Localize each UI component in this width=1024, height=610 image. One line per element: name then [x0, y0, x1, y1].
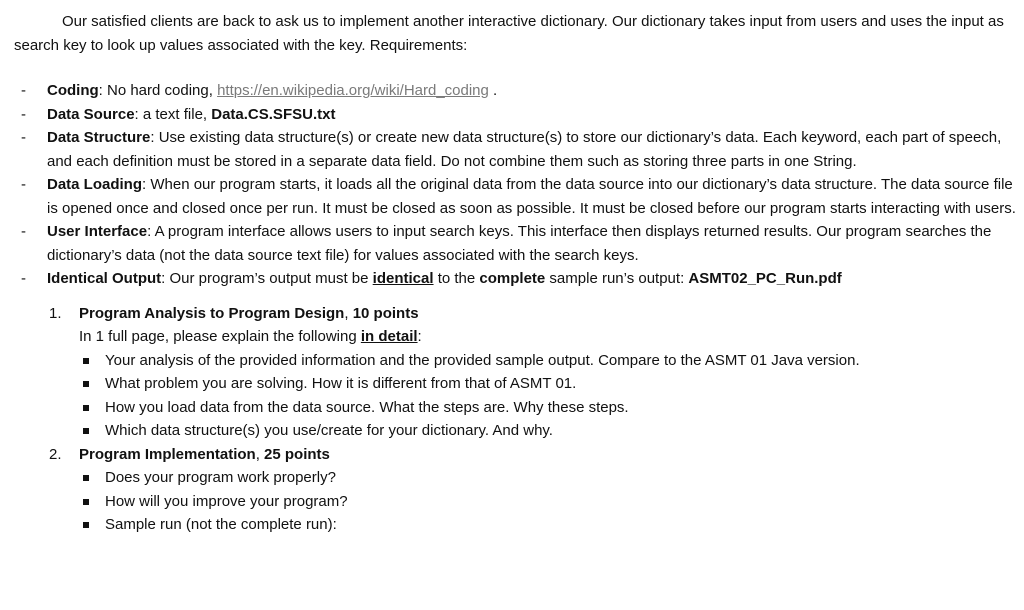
dash-bullet: - — [21, 176, 26, 193]
requirement-text: . — [488, 82, 498, 99]
dash-bullet: - — [21, 129, 26, 146]
requirement-title: User Interface — [47, 223, 148, 240]
task-separator: , — [344, 304, 353, 322]
square-bullet-icon — [83, 358, 89, 364]
requirement-data-source — [14, 103, 1016, 127]
task-points: 25 points — [264, 445, 330, 463]
list-item — [79, 372, 1016, 396]
dash-bullet: - — [21, 223, 26, 240]
task-points: 10 points — [352, 304, 419, 322]
tasks-list — [14, 302, 1016, 537]
task-program-analysis — [14, 302, 1016, 443]
requirement-data-structure — [14, 126, 1016, 173]
requirement-text: : Our program’s output must be — [161, 270, 373, 287]
requirements-list — [14, 79, 1016, 291]
dash-bullet: - — [21, 270, 26, 287]
list-item — [79, 513, 1016, 537]
list-item-text: Sample run (not the complete run): — [105, 516, 337, 533]
requirement-data-loading — [14, 173, 1016, 220]
intro-paragraph: Our satisfied clients are back to ask us to implement another interactive dictionary. Our dictionary takes input from users and uses the input as search key to look up values associated with the key. Requirements: — [14, 13, 1004, 54]
requirement-title: Data Loading — [47, 176, 143, 193]
requirement-identical-output — [14, 267, 1016, 291]
list-item-text: How you load data from the data source. What the steps are. Why these steps. — [105, 398, 629, 416]
requirement-text: : Use existing data structure(s) or create new data structure(s) to store our dictionary’s data. Each keyword, each part of speech, and each definition must be stored in a separate data field. Do not combine them such as storing three parts in one String. — [47, 129, 1002, 170]
dash-bullet: - — [21, 105, 26, 123]
list-item — [79, 466, 1016, 490]
list-item-text: How will you improve your program? — [105, 492, 348, 510]
task-heading — [79, 302, 1016, 326]
task-number: 1. — [49, 304, 62, 322]
dash-bullet: - — [21, 82, 26, 99]
task-title: Program Analysis to Program Design — [79, 304, 345, 322]
complete-emphasis: complete — [479, 270, 546, 287]
identical-emphasis: identical — [372, 270, 434, 287]
data-file-name: Data.CS.SFSU.txt — [211, 105, 336, 123]
requirement-title: Data Source — [47, 105, 135, 123]
task-separator: , — [255, 445, 265, 463]
square-bullet-icon — [83, 405, 89, 411]
task-heading — [79, 443, 1016, 467]
list-item-text: Your analysis of the provided information and the provided sample output. Compare to the ASMT 01 Java version. — [105, 351, 860, 369]
in-detail-emphasis: in detail — [360, 328, 418, 345]
square-bullet-icon — [83, 499, 89, 505]
requirement-text: : When our program starts, it loads all the original data from the data source into our dictionary’s data structure. The data source file is opened once and closed once per run. It must be closed as soon as possible. It must be closed before our program starts interacting with users. — [47, 176, 1016, 217]
list-item-text: What problem you are solving. How it is different from that of ASMT 01. — [105, 375, 577, 392]
requirement-text: sample run’s output: — [545, 270, 689, 287]
square-bullet-icon — [83, 381, 89, 387]
requirement-text: : A program interface allows users to input search keys. This interface then displays returned results. Our program searches the dictionary’s data (not the data source text file) for values associated with the search keys. — [47, 223, 992, 264]
list-item — [79, 349, 1016, 373]
instruction-text: : — [417, 328, 422, 345]
list-item — [79, 396, 1016, 420]
task-program-implementation — [14, 443, 1016, 537]
requirement-text: : a text file, — [134, 105, 212, 123]
square-bullet-icon — [83, 522, 89, 528]
task-items — [79, 466, 1016, 537]
task-items — [79, 349, 1016, 443]
requirement-coding — [14, 79, 1016, 103]
list-item — [79, 419, 1016, 443]
task-title: Program Implementation — [79, 445, 256, 463]
requirement-user-interface — [14, 220, 1016, 267]
hard-coding-link[interactable]: https://en.wikipedia.org/wiki/Hard_coding — [217, 82, 489, 99]
list-item-text: Which data structure(s) you use/create for your dictionary. And why. — [105, 422, 553, 439]
list-item — [79, 490, 1016, 514]
sample-run-file-name: ASMT02_PC_Run.pdf — [688, 270, 842, 287]
requirement-title: Identical Output — [47, 270, 162, 287]
square-bullet-icon — [83, 475, 89, 481]
task-number: 2. — [49, 445, 62, 463]
instruction-text: In 1 full page, please explain the following — [79, 328, 361, 345]
requirement-text: : No hard coding, — [98, 82, 218, 99]
requirement-text: to the — [433, 270, 480, 287]
task-instruction — [79, 325, 1016, 349]
requirement-title: Coding — [47, 82, 99, 99]
list-item-text: Does your program work properly? — [105, 469, 336, 486]
square-bullet-icon — [83, 428, 89, 434]
requirement-title: Data Structure — [47, 129, 151, 146]
